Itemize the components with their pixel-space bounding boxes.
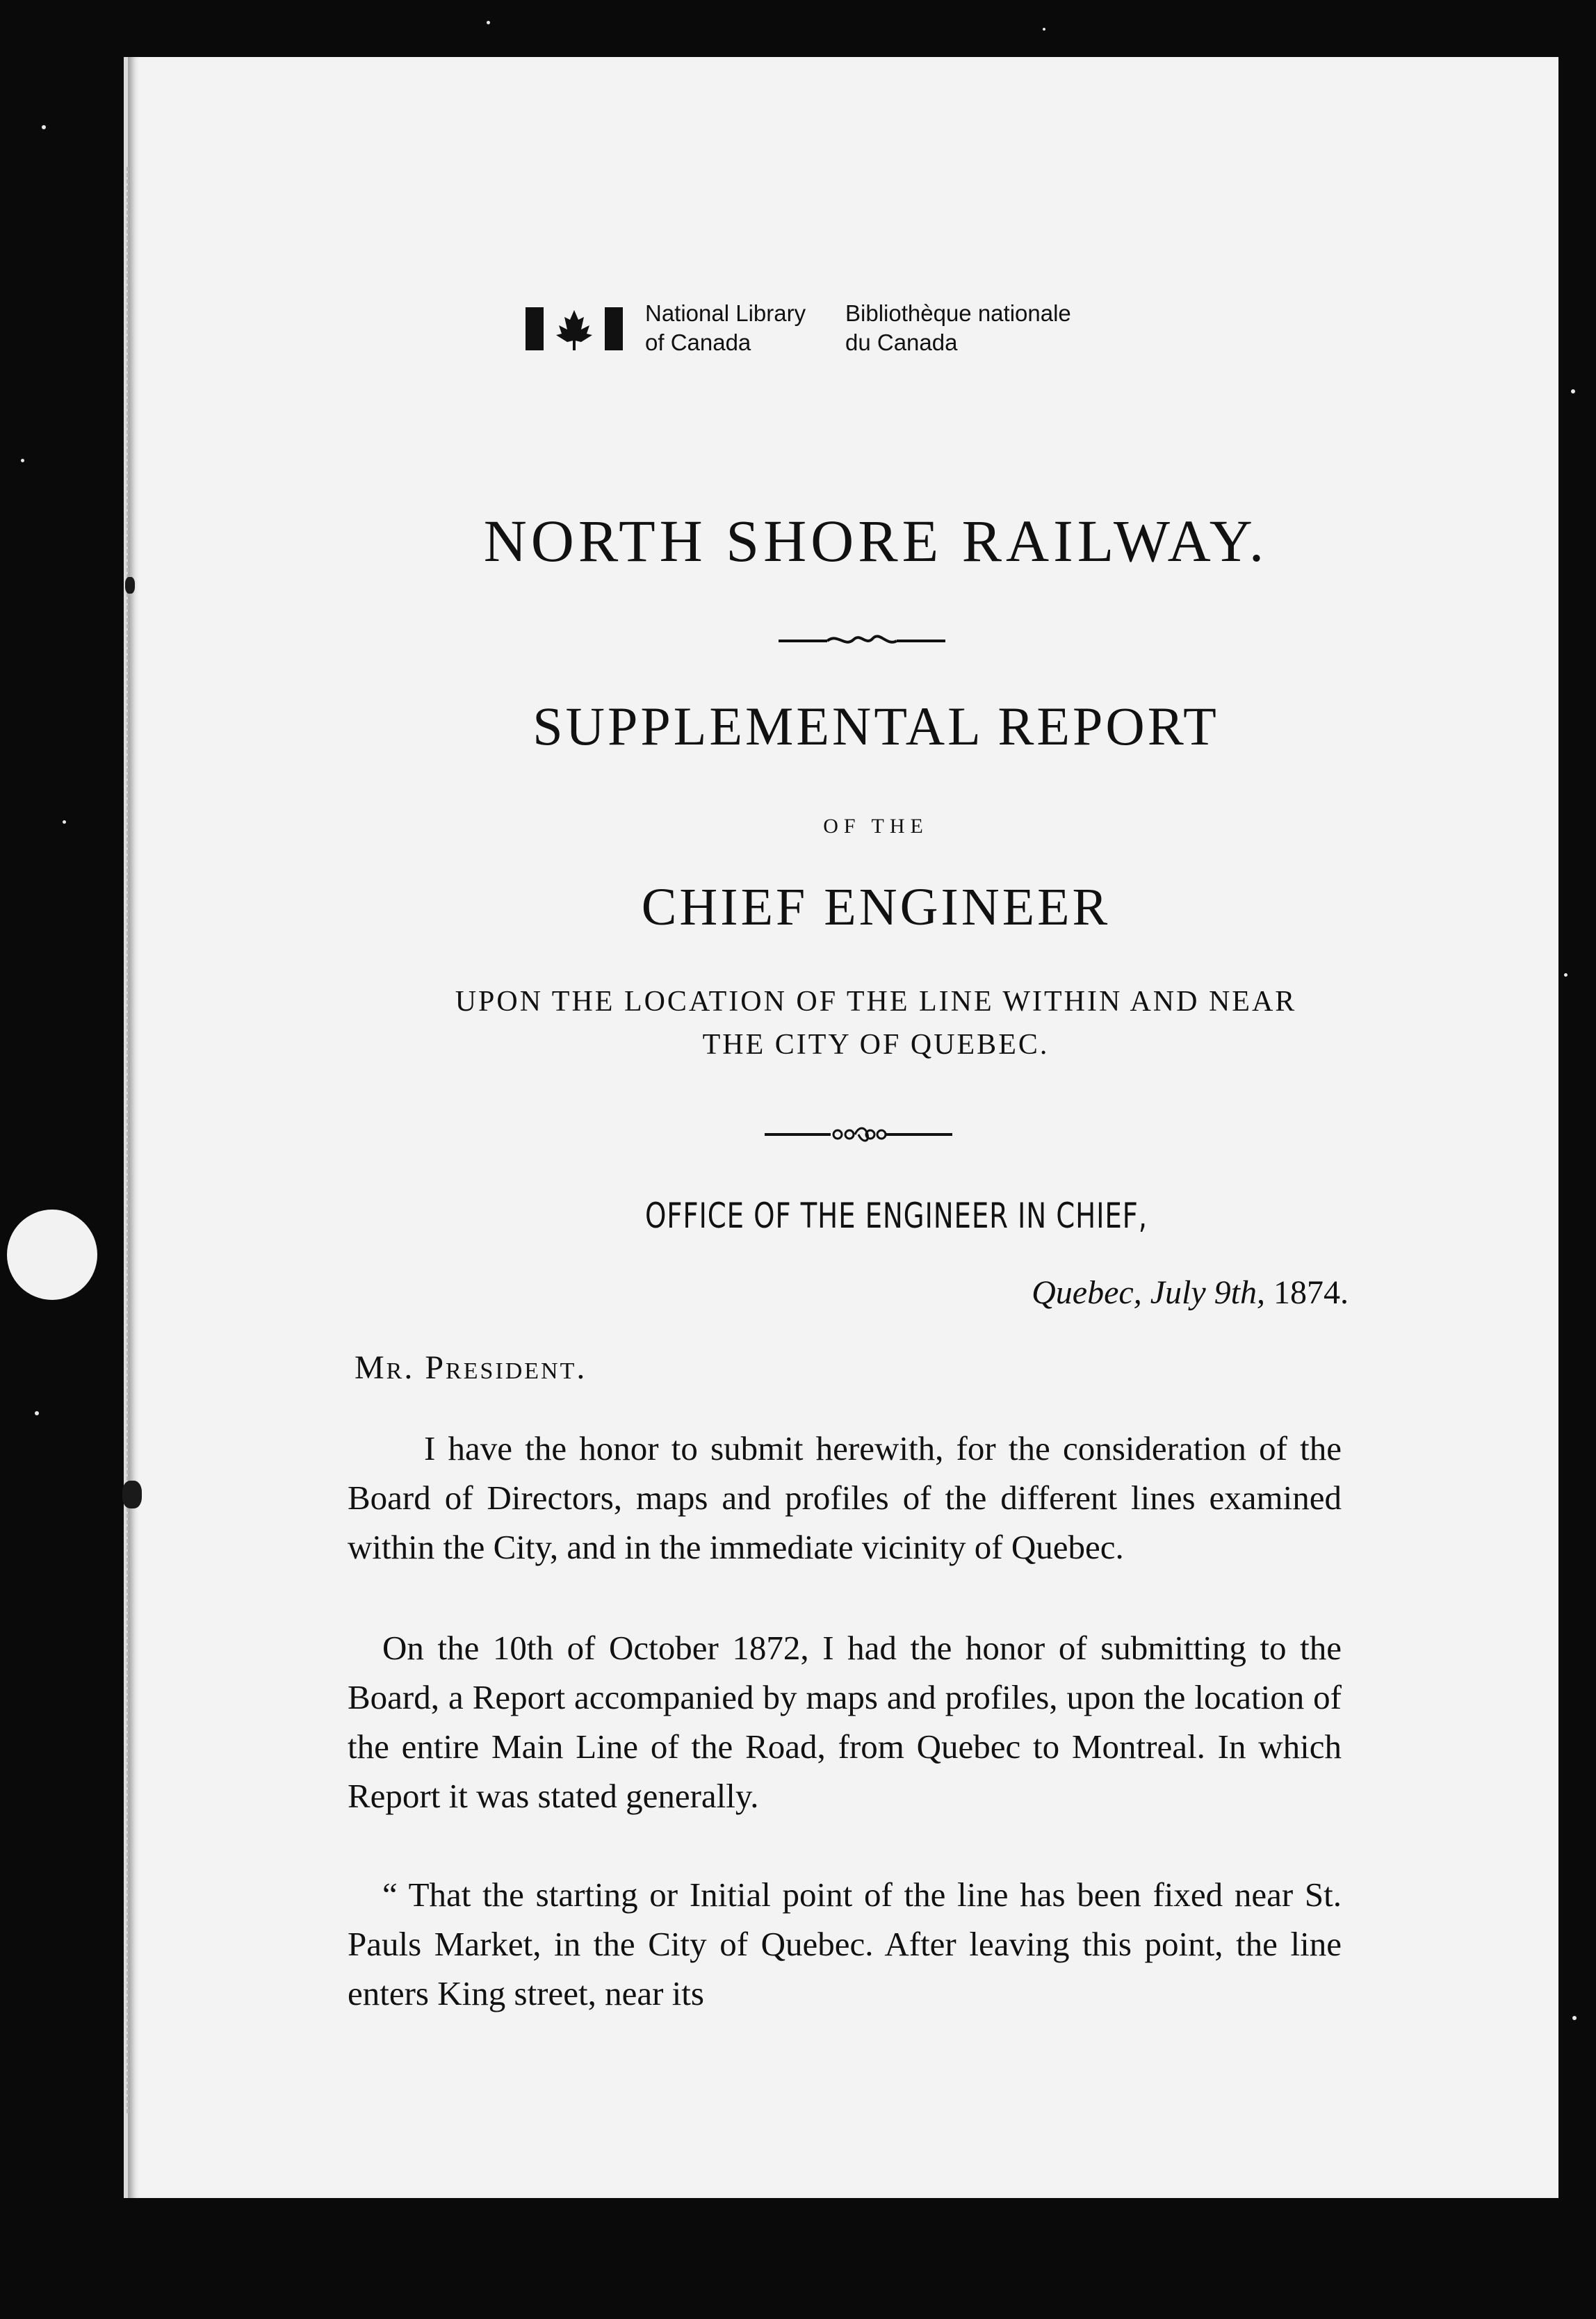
report-scope [306, 980, 1446, 1066]
library-fr-line2: du Canada [845, 329, 958, 355]
dateline [834, 1274, 1349, 1312]
library-name-french [845, 299, 1071, 357]
dateline-year: 1874. [1273, 1274, 1349, 1311]
report-heading: CHIEF ENGINEER [641, 878, 1111, 936]
paper-damage-spot [7, 1210, 97, 1300]
report-scope-line1: UPON THE LOCATION OF THE LINE WITHIN AND NEAR [455, 986, 1297, 1018]
library-en-line2: of Canada [645, 329, 751, 355]
of-the-connector: OF THE [823, 815, 929, 838]
decorative-rule-ornament [779, 626, 945, 653]
paragraph-text: On the 10th of October 1872, I had the honor of submitting to the Board, a Report accompanied by maps and profiles, upon the location of the entire Main Line of the Road, from Quebec to Montreal. In which Report it was stated generally. [348, 1629, 1342, 1815]
office-heading: OFFICE OF THE ENGINEER IN CHIEF, [645, 1196, 1148, 1236]
body-paragraph-1 [348, 1424, 1342, 1572]
decorative-rule-ornament [765, 1122, 952, 1147]
dateline-place: Quebec, July 9th, [1032, 1274, 1265, 1311]
paragraph-text: I have the honor to submit herewith, for the consideration of the Board of Directors, maps and profiles of the different lines examined within the City, and in the immediate vicinity of Quebec. [348, 1429, 1342, 1566]
paragraph-text: “ That the starting or Initial point of the line has been fixed near St. Pauls Market, in the City of Quebec. After leaving this point, the line enters King street, near its [348, 1875, 1342, 2012]
body-paragraph-2 [348, 1623, 1342, 1821]
body-paragraph-3 [348, 1870, 1342, 2018]
document-title: NORTH SHORE RAILWAY. [483, 507, 1269, 574]
library-name-english [645, 299, 806, 357]
binding-stitches [127, 167, 136, 2113]
binding-stitch-mark [122, 1481, 142, 1508]
library-fr-line1: Bibliothèque nationale [845, 300, 1071, 326]
report-scope-line2: THE CITY OF QUEBEC. [702, 1029, 1050, 1061]
canada-flag-logo-icon [526, 306, 623, 352]
binding-stitch-mark [125, 577, 135, 594]
report-subtitle: SUPPLEMENTAL REPORT [532, 696, 1219, 756]
salutation: Mr. President. [355, 1349, 587, 1386]
library-en-line1: National Library [645, 300, 806, 326]
